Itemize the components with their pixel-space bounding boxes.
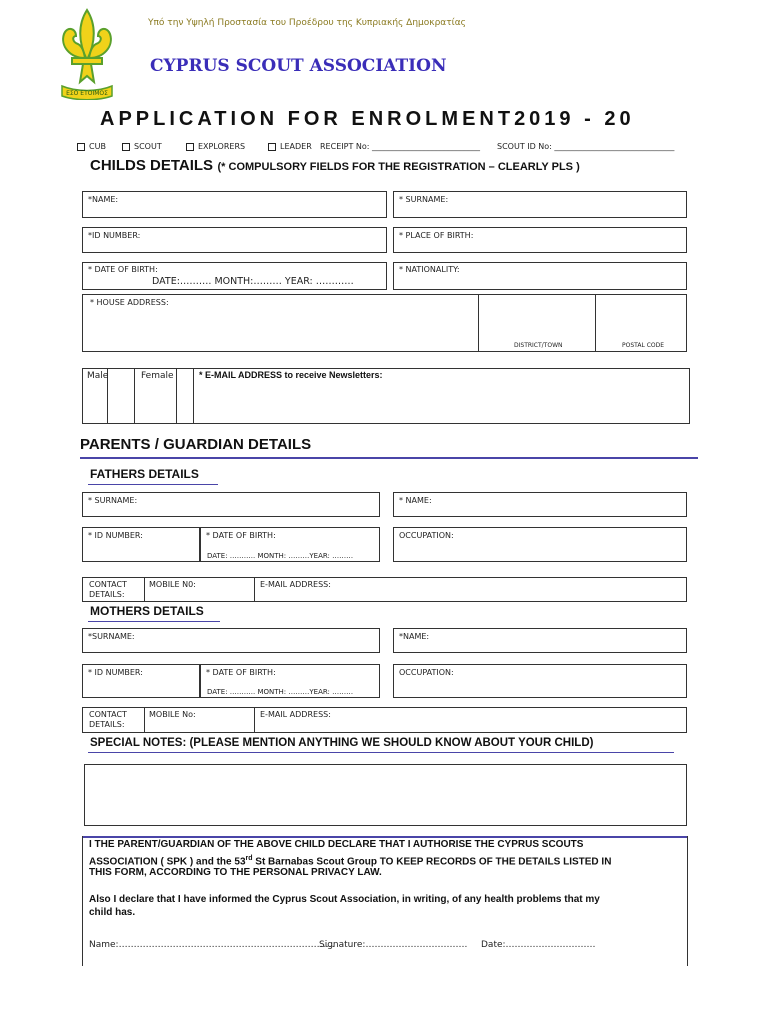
father-name-field[interactable] [393,492,687,517]
child-id-label: *ID NUMBER: [88,231,141,240]
mother-email-label: E-MAIL ADDRESS: [260,710,331,719]
child-address-label: * HOUSE ADDRESS: [90,298,169,307]
row-divider [134,368,135,424]
father-dob-fill: DATE: ……….. MONTH: ………YEAR: ……… [207,552,354,560]
father-mobile-label: MOBILE N0: [149,580,196,589]
father-email-field[interactable] [255,578,686,601]
special-notes-heading: SPECIAL NOTES: (PLEASE MENTION ANYTHING WE SHOULD KNOW ABOUT YOUR CHILD) [90,737,594,749]
father-mobile-field[interactable] [145,578,253,601]
checkbox-square [268,143,276,151]
explorers-checkbox[interactable]: EXPLORERS [186,142,245,151]
father-contact-label: CONTACT [89,580,127,589]
postal-code-label: POSTAL CODE [622,342,665,349]
declaration-signature-field[interactable]: Signature:……………………………. [319,940,468,950]
child-details-heading: CHILDS DETAILS (* COMPULSORY FIELDS FOR THE REGISTRATION – CLEARLY PLS ) [90,157,580,174]
child-dob-fill: DATE:………. MONTH:……… YEAR: ………… [152,276,354,287]
leader-checkbox[interactable]: LEADER [268,142,312,151]
child-dob-label: * DATE OF BIRTH: [88,265,158,274]
fathers-heading: FATHERS DETAILS [90,467,199,481]
mother-id-label: * ID NUMBER: [88,668,143,677]
declaration-date-field[interactable]: Date:………………………… [481,940,596,950]
parents-rule [80,457,698,459]
district-label: DISTRICT/TOWN [514,342,563,349]
child-place-of-birth-label: * PLACE OF BIRTH: [399,231,474,240]
mother-dob-fill: DATE: ……….. MONTH: ………YEAR: ……… [207,688,354,696]
female-checkbox[interactable] [177,369,192,423]
father-occupation-label: OCCUPATION: [399,531,454,540]
checkbox-square [122,143,130,151]
special-notes-field[interactable] [84,764,687,826]
patronage-text: Υπό την Υψηλή Προστασία του Προέδρου της Κυπριακής Δημοκρατίας [148,18,466,28]
declaration-right-border [687,836,688,966]
mother-email-field[interactable] [255,708,686,732]
father-dob-label: * DATE OF BIRTH: [206,531,276,540]
mother-surname-label: *SURNAME: [88,632,135,641]
child-nationality-label: * NATIONALITY: [399,265,460,274]
declaration-line-5: child has. [89,907,136,918]
receipt-field[interactable]: RECEIPT No: ___________________________ [320,142,480,151]
father-surname-label: * SURNAME: [88,496,138,505]
scout-id-field[interactable]: SCOUT ID No: ______________________________ [497,142,675,151]
page-title: APPLICATION FOR ENROLMENT2019 - 20 [100,108,635,130]
declaration-left-border [82,836,83,966]
child-surname-label: * SURNAME: [399,195,449,204]
female-label: Female [141,371,174,381]
child-address-field[interactable] [82,294,687,352]
special-notes-rule [88,752,674,753]
fathers-rule [88,484,218,485]
svg-text:ΕΣΟ ΕΤΟΙΜΟΣ: ΕΣΟ ΕΤΟΙΜΟΣ [66,90,108,97]
declaration-name-field[interactable]: Name:……………………………………………………………… [89,940,335,950]
declaration-line-1: I THE PARENT/GUARDIAN OF THE ABOVE CHILD DECLARE THAT I AUTHORISE THE CYPRUS SCOUTS [89,839,584,850]
mother-mobile-label: MOBILE No: [149,710,196,719]
declaration-line-2: ASSOCIATION ( SPK ) and the 53rd St Barnabas Scout Group TO KEEP RECORDS OF THE DETAILS LISTED IN [89,855,612,868]
mother-mobile-field[interactable] [145,708,253,732]
fleur-de-lis-icon [56,8,118,100]
mother-occupation-label: OCCUPATION: [399,668,454,677]
mother-name-label: *NAME: [399,632,430,641]
mothers-rule [88,621,220,622]
mother-details-label: DETAILS: [89,720,125,729]
mothers-heading: MOTHERS DETAILS [90,604,204,618]
logo [56,8,118,100]
father-details-label: DETAILS: [89,590,125,599]
checkbox-square [186,143,194,151]
address-divider [595,294,596,352]
father-name-label: * NAME: [399,496,432,505]
mother-name-field[interactable] [393,628,687,653]
child-email-field[interactable] [194,384,689,423]
father-id-label: * ID NUMBER: [88,531,143,540]
child-email-label: * E-MAIL ADDRESS to receive Newsletters: [199,370,383,380]
child-name-field[interactable] [82,191,387,218]
father-email-label: E-MAIL ADDRESS: [260,580,331,589]
mother-dob-label: * DATE OF BIRTH: [206,668,276,677]
declaration-line-3: THIS FORM, ACCORDING TO THE PERSONAL PRIVACY LAW. [89,867,382,878]
scout-checkbox[interactable]: SCOUT [122,142,162,151]
child-name-label: *NAME: [88,195,119,204]
parents-heading: PARENTS / GUARDIAN DETAILS [80,436,312,453]
association-name: CYPRUS SCOUT ASSOCIATION [150,56,447,76]
checkbox-square [77,143,85,151]
male-checkbox[interactable] [108,369,133,423]
mother-contact-label: CONTACT [89,710,127,719]
declaration-line-4: Also I declare that I have informed the Cyprus Scout Association, in writing, of any health problems that my [89,894,600,905]
cub-checkbox[interactable]: CUB [77,142,106,151]
address-divider [478,294,479,352]
male-label: Male [87,371,109,381]
